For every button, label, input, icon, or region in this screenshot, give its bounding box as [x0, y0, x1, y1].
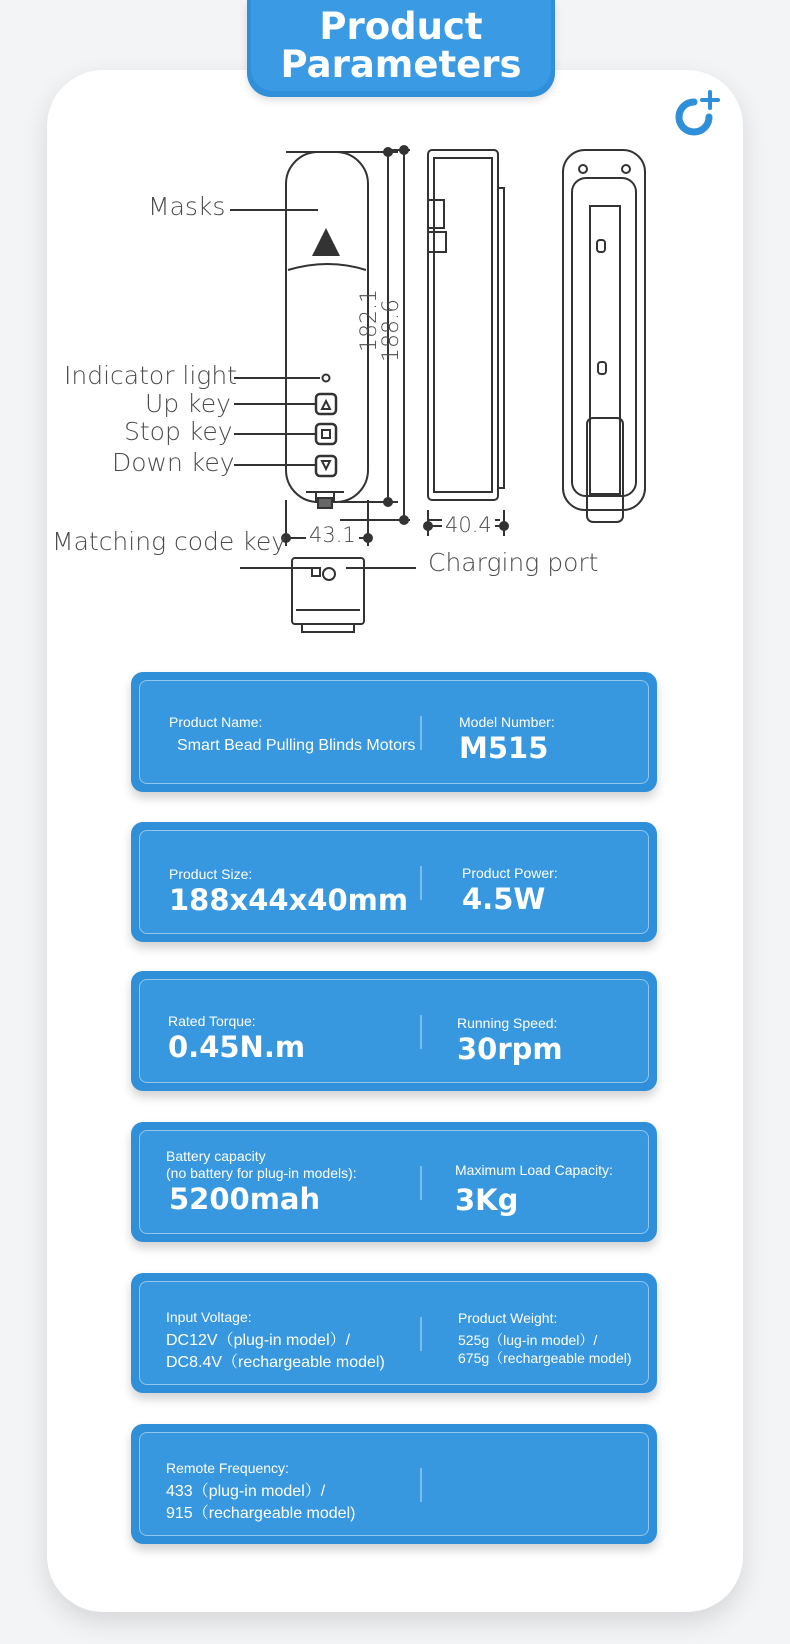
spec-panel-name-model: [131, 672, 657, 792]
title-line-2: Parameters: [280, 42, 522, 86]
spec-value: Smart Bead Pulling Blinds Motors: [177, 737, 416, 754]
spec-value: 3Kg: [455, 1183, 519, 1217]
spec-value: 0.45N.m: [168, 1030, 306, 1064]
brand-logo-icon: [672, 90, 722, 140]
spec-value: DC12V（plug-in model）/: [166, 1332, 351, 1349]
dimension-outer-height: 188.6: [379, 299, 404, 362]
spec-value-2: 675g（rechargeable model): [458, 1350, 632, 1366]
spec-value: 30rpm: [457, 1032, 563, 1066]
spec-value-2: 915（rechargeable model): [166, 1505, 356, 1522]
spec-value: 525g（lug-in model）/: [458, 1332, 598, 1348]
spec-label: Input Voltage:: [166, 1309, 252, 1325]
spec-label: Model Number:: [459, 714, 555, 730]
dimension-width: 43.1: [306, 523, 359, 547]
label-up-key: Up key: [145, 389, 231, 418]
label-matching-code-key: Matching code key: [52, 527, 287, 556]
dimension-inner-height: 182.1: [357, 289, 382, 352]
title-banner: [247, 0, 555, 97]
spec-label: Product Name:: [169, 714, 263, 730]
spec-label: Running Speed:: [457, 1015, 558, 1031]
product-diagram: [0, 130, 790, 640]
spec-label-note: (no battery for plug-in models):: [166, 1165, 357, 1181]
spec-label: Maximum Load Capacity:: [455, 1162, 613, 1178]
label-indicator-light: Indicator light: [64, 361, 237, 390]
spec-value: M515: [459, 731, 549, 765]
spec-panel-torque-speed: [131, 971, 657, 1091]
dimension-depth: 40.4: [442, 513, 495, 537]
spec-value-2: DC8.4V（rechargeable model): [166, 1354, 385, 1371]
spec-label: Product Weight:: [458, 1310, 558, 1326]
spec-value: 5200mah: [169, 1182, 321, 1216]
spec-value: 188x44x40mm: [169, 883, 409, 917]
spec-label: Battery capacity: [166, 1148, 266, 1164]
spec-label: Rated Torque:: [168, 1013, 256, 1029]
spec-label: Product Power:: [462, 865, 558, 881]
label-down-key: Down key: [112, 448, 235, 477]
spec-label: Product Size:: [169, 866, 253, 882]
spec-value: 4.5W: [462, 882, 546, 916]
title-line-1: Product: [319, 4, 483, 48]
label-charging-port: Charging port: [428, 548, 599, 577]
spec-panel-voltage-weight: [131, 1273, 657, 1393]
label-masks: Masks: [148, 192, 226, 221]
label-stop-key: Stop key: [124, 417, 233, 446]
spec-panel-size-power: [131, 822, 657, 942]
spec-panel-battery-load: [131, 1122, 657, 1242]
spec-value: 433（plug-in model）/: [166, 1483, 326, 1500]
spec-label: Remote Frequency:: [166, 1460, 289, 1476]
spec-panel-frequency: [131, 1424, 657, 1544]
